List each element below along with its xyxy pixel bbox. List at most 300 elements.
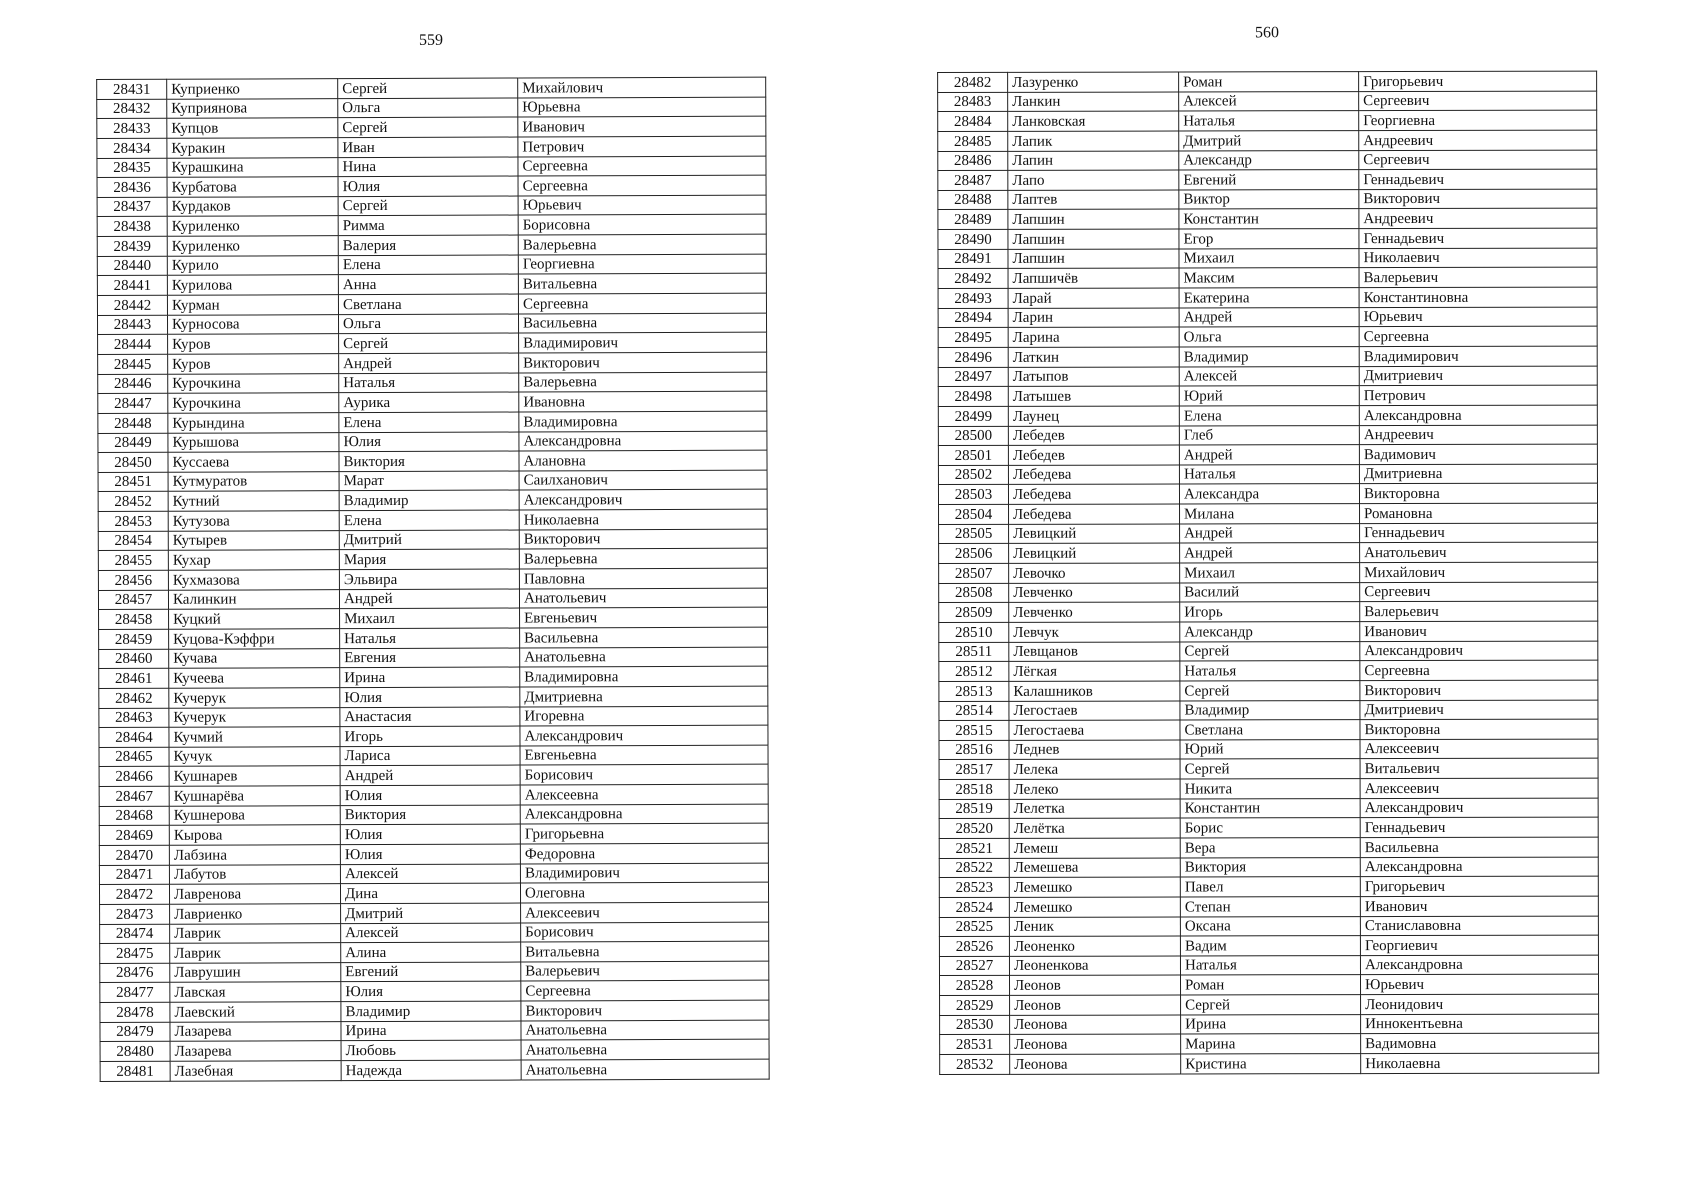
table-row (97, 116, 766, 138)
last-name-cell: Лелеко (1009, 779, 1180, 799)
first-name-cell: Виктор (1179, 189, 1359, 209)
first-name-cell: Алексей (1179, 91, 1359, 111)
first-name-cell: Марат (339, 471, 519, 491)
record-number-cell: 28452 (98, 492, 168, 512)
record-number-cell: 28503 (938, 485, 1008, 505)
patronymic-cell: Сергеевна (518, 156, 766, 177)
patronymic-cell: Юрьевич (1359, 307, 1597, 327)
table-row (939, 759, 1598, 780)
record-number-cell: 28467 (99, 786, 169, 806)
first-name-cell: Дмитрий (341, 903, 521, 923)
record-number-cell: 28462 (99, 688, 169, 708)
record-number-cell: 28461 (99, 668, 169, 688)
table-row (939, 955, 1598, 976)
record-number-cell: 28493 (938, 288, 1008, 308)
patronymic-cell: Георгиевич (1360, 935, 1598, 955)
record-number-cell: 28457 (98, 590, 168, 610)
table-row (939, 719, 1598, 740)
patronymic-cell: Дмитриевна (1359, 464, 1597, 484)
record-number-cell: 28487 (938, 171, 1008, 191)
first-name-cell: Константин (1179, 209, 1359, 229)
record-number-cell: 28456 (98, 570, 168, 590)
patronymic-cell: Сергеевич (1359, 91, 1597, 111)
table-row (97, 313, 766, 335)
last-name-cell: Курашкина (167, 157, 338, 177)
table-row (99, 882, 768, 904)
first-name-cell: Наталья (1179, 464, 1359, 484)
last-name-cell: Кучук (169, 746, 340, 766)
last-name-cell: Лапшин (1008, 209, 1179, 229)
patronymic-cell: Витальевна (521, 941, 769, 962)
last-name-cell: Куссаева (168, 452, 339, 472)
table-row (98, 391, 767, 413)
first-name-cell: Павел (1180, 877, 1360, 897)
table-row (940, 1053, 1599, 1074)
patronymic-cell: Юрьевич (1360, 975, 1598, 995)
last-name-cell: Лелетка (1009, 799, 1180, 819)
first-name-cell: Алексей (340, 864, 520, 884)
patronymic-cell: Борисовна (518, 215, 766, 236)
last-name-cell: Курило (167, 255, 338, 275)
record-number-cell: 28451 (98, 472, 168, 492)
record-number-cell: 28441 (97, 276, 167, 296)
first-name-cell: Ольга (338, 98, 518, 118)
first-name-cell: Михаил (1179, 248, 1359, 268)
table-row (938, 71, 1597, 92)
first-name-cell: Наталья (1180, 955, 1360, 975)
record-number-cell: 28433 (97, 119, 167, 139)
last-name-cell: Лебедева (1008, 465, 1179, 485)
first-name-cell: Анна (338, 274, 518, 294)
record-number-cell: 28474 (100, 924, 170, 944)
patronymic-cell: Валерьевна (518, 234, 766, 255)
record-number-cell: 28446 (98, 374, 168, 394)
last-name-cell: Лаптев (1008, 190, 1179, 210)
last-name-cell: Кучерук (169, 688, 340, 708)
patronymic-cell: Иванович (1360, 621, 1598, 641)
table-row (97, 136, 766, 158)
first-name-cell: Светлана (338, 294, 518, 314)
last-name-cell: Куцкий (169, 609, 340, 629)
patronymic-cell: Николаевна (1361, 1053, 1599, 1073)
patronymic-cell: Алексеевич (1360, 739, 1598, 759)
last-name-cell: Латышев (1008, 386, 1179, 406)
record-number-cell: 28443 (97, 315, 167, 335)
record-number-cell: 28453 (98, 511, 168, 531)
last-name-cell: Куров (168, 354, 339, 374)
record-number-cell: 28485 (938, 131, 1008, 151)
record-number-cell: 28490 (938, 229, 1008, 249)
first-name-cell: Сергей (338, 78, 518, 98)
table-row (939, 542, 1598, 563)
first-name-cell: Алина (341, 942, 521, 962)
first-name-cell: Эльвира (339, 569, 519, 589)
record-number-cell: 28472 (99, 885, 169, 905)
table-row (939, 935, 1598, 956)
table-row (99, 686, 768, 708)
patronymic-cell: Анатольевич (1360, 542, 1598, 562)
first-name-cell: Степан (1180, 897, 1360, 917)
first-name-cell: Евгения (340, 648, 520, 668)
record-number-cell: 28465 (99, 747, 169, 767)
patronymic-cell: Михайлович (518, 77, 766, 98)
first-name-cell: Василий (1180, 582, 1360, 602)
record-number-cell: 28438 (97, 217, 167, 237)
table-row (99, 784, 768, 806)
last-name-cell: Лелека (1009, 759, 1180, 779)
last-name-cell: Лапшичёв (1008, 268, 1179, 288)
last-name-cell: Курносова (167, 314, 338, 334)
record-number-cell: 28532 (940, 1054, 1010, 1074)
table-row (938, 130, 1597, 151)
record-number-cell: 28432 (97, 99, 167, 119)
last-name-cell: Лабутов (169, 864, 340, 884)
first-name-cell: Анастасия (340, 707, 520, 727)
table-row (98, 332, 767, 354)
patronymic-cell: Иванович (1360, 896, 1598, 916)
record-number-cell: 28494 (938, 308, 1008, 328)
first-name-cell: Евгений (1179, 170, 1359, 190)
first-name-cell: Екатерина (1179, 288, 1359, 308)
last-name-cell: Кутний (168, 491, 339, 511)
record-number-cell: 28512 (939, 662, 1009, 682)
first-name-cell: Елена (339, 510, 519, 530)
record-number-cell: 28501 (938, 446, 1008, 466)
table-row (938, 110, 1597, 131)
first-name-cell: Нина (338, 157, 518, 177)
last-name-cell: Ларина (1008, 327, 1179, 347)
patronymic-cell: Сергеевна (1359, 326, 1597, 346)
table-row (939, 582, 1598, 603)
record-number-cell: 28527 (939, 956, 1009, 976)
last-name-cell: Ланкин (1008, 92, 1179, 112)
last-name-cell: Лапо (1008, 170, 1179, 190)
first-name-cell: Сергей (339, 333, 519, 353)
record-number-cell: 28444 (98, 335, 168, 355)
patronymic-cell: Станиславовна (1360, 916, 1598, 936)
table-row (939, 975, 1598, 996)
right-page (937, 21, 1599, 1075)
patronymic-cell: Валерьевич (1359, 268, 1597, 288)
first-name-cell: Владимир (341, 1001, 521, 1021)
table-row (98, 588, 767, 610)
record-number-cell: 28489 (938, 210, 1008, 230)
patronymic-cell: Владимирович (520, 863, 768, 884)
first-name-cell: Александр (1180, 622, 1360, 642)
first-name-cell: Вера (1180, 838, 1360, 858)
last-name-cell: Куриленко (167, 236, 338, 256)
table-row (99, 765, 768, 787)
table-row (97, 156, 766, 178)
record-number-cell: 28460 (99, 649, 169, 669)
record-number-cell: 28447 (98, 394, 168, 414)
first-name-cell: Ирина (1181, 1014, 1361, 1034)
patronymic-cell: Константиновна (1359, 287, 1597, 307)
first-name-cell: Владимир (1180, 700, 1360, 720)
first-name-cell: Сергей (338, 196, 518, 216)
patronymic-cell: Викторовна (1359, 484, 1597, 504)
last-name-cell: Кутмуратов (168, 471, 339, 491)
patronymic-cell: Алексеевич (521, 902, 769, 923)
record-number-cell: 28497 (938, 367, 1008, 387)
first-name-cell: Оксана (1180, 916, 1360, 936)
patronymic-cell: Петрович (1359, 385, 1597, 405)
last-name-cell: Кутырев (168, 530, 339, 550)
patronymic-cell: Анатольевна (521, 1040, 769, 1061)
table-row (938, 91, 1597, 112)
first-name-cell: Андрей (339, 353, 519, 373)
first-name-cell: Роман (1180, 975, 1360, 995)
last-name-cell: Леонов (1009, 975, 1180, 995)
table-row (938, 169, 1597, 190)
table-row (100, 981, 769, 1003)
record-number-cell: 28518 (939, 779, 1009, 799)
last-name-cell: Лемешева (1009, 858, 1180, 878)
first-name-cell: Лариса (340, 746, 520, 766)
table-row (100, 1000, 769, 1022)
table-row (99, 607, 768, 629)
last-name-cell: Ланковская (1008, 111, 1179, 131)
record-number-cell: 28508 (939, 583, 1009, 603)
table-row (938, 287, 1597, 308)
first-name-cell: Константин (1180, 798, 1360, 818)
first-name-cell: Дина (340, 883, 520, 903)
record-number-cell: 28504 (939, 504, 1009, 524)
first-name-cell: Наталья (1179, 111, 1359, 131)
record-number-cell: 28515 (939, 720, 1009, 740)
last-name-cell: Левицкий (1009, 524, 1180, 544)
last-name-cell: Леоненко (1009, 936, 1180, 956)
table-row (938, 464, 1597, 485)
record-number-cell: 28525 (939, 917, 1009, 937)
first-name-cell: Юлия (340, 844, 520, 864)
record-number-cell: 28455 (98, 551, 168, 571)
patronymic-cell: Валерьевич (521, 961, 769, 982)
record-number-cell: 28458 (99, 610, 169, 630)
last-name-cell: Ларай (1008, 288, 1179, 308)
table-row (100, 1040, 769, 1062)
table-row (97, 195, 766, 217)
record-number-cell: 28468 (99, 806, 169, 826)
record-number-cell: 28522 (939, 858, 1009, 878)
patronymic-cell: Георгиевна (1359, 110, 1597, 130)
table-row (98, 372, 767, 394)
record-number-cell: 28486 (938, 151, 1008, 171)
table-row (938, 307, 1597, 328)
table-row (99, 627, 768, 649)
patronymic-cell: Юрьевич (518, 195, 766, 216)
table-row (98, 549, 767, 571)
last-name-cell: Леонова (1010, 1015, 1181, 1035)
last-name-cell: Левчук (1009, 622, 1180, 642)
patronymic-cell: Олеговна (520, 882, 768, 903)
patronymic-cell: Алексеевна (520, 784, 768, 805)
patronymic-cell: Сергеевич (1360, 582, 1598, 602)
table-row (938, 150, 1597, 171)
first-name-cell: Юлия (340, 824, 520, 844)
record-number-cell: 28454 (98, 531, 168, 551)
first-name-cell: Ольга (338, 314, 518, 334)
patronymic-cell: Васильевна (520, 627, 768, 648)
record-number-cell: 28516 (939, 740, 1009, 760)
table-row (99, 666, 768, 688)
last-name-cell: Лемешко (1009, 897, 1180, 917)
last-name-cell: Куракин (167, 138, 338, 158)
record-number-cell: 28463 (99, 708, 169, 728)
first-name-cell: Игорь (1180, 602, 1360, 622)
last-name-cell: Кушнарев (169, 766, 340, 786)
last-name-cell: Купцов (167, 118, 338, 138)
record-number-cell: 28470 (99, 845, 169, 865)
first-name-cell: Юрий (1180, 739, 1360, 759)
last-name-cell: Лелётка (1009, 818, 1180, 838)
table-row (97, 215, 766, 237)
first-name-cell: Глеб (1179, 425, 1359, 445)
last-name-cell: Курбатова (167, 177, 338, 197)
last-name-cell: Левочко (1009, 563, 1180, 583)
table-row (100, 1020, 769, 1042)
table-row (98, 529, 767, 551)
last-name-cell: Кучеева (169, 668, 340, 688)
last-name-cell: Леднев (1009, 740, 1180, 760)
patronymic-cell: Георгиевна (518, 254, 766, 275)
table-row (97, 293, 766, 315)
last-name-cell: Леник (1009, 917, 1180, 937)
patronymic-cell: Сергеевич (1359, 150, 1597, 170)
record-number-cell: 28492 (938, 269, 1008, 289)
record-number-cell: 28434 (97, 138, 167, 158)
record-number-cell: 28509 (939, 603, 1009, 623)
record-number-cell: 28478 (100, 1002, 170, 1022)
record-number-cell: 28500 (938, 426, 1008, 446)
table-row (939, 503, 1598, 524)
last-name-cell: Лемешко (1009, 877, 1180, 897)
last-name-cell: Лебедева (1009, 504, 1180, 524)
table-row (99, 647, 768, 669)
last-name-cell: Латыпов (1008, 367, 1179, 387)
first-name-cell: Сергей (338, 117, 518, 137)
patronymic-cell: Геннадьевич (1360, 817, 1598, 837)
table-row (98, 509, 767, 531)
patronymic-cell: Александрович (519, 490, 767, 511)
first-name-cell: Валерия (338, 235, 518, 255)
patronymic-cell: Александрович (520, 725, 768, 746)
patronymic-cell: Борисович (520, 765, 768, 786)
patronymic-cell: Леонидович (1361, 994, 1599, 1014)
patronymic-cell: Саилханович (519, 470, 767, 491)
patronymic-cell: Владимировна (520, 666, 768, 687)
patronymic-cell: Геннадьевич (1359, 169, 1597, 189)
patronymic-cell: Владимировна (519, 411, 767, 432)
last-name-cell: Лебедева (1008, 484, 1179, 504)
patronymic-cell: Андреевич (1359, 130, 1597, 150)
last-name-cell: Кырова (169, 825, 340, 845)
patronymic-cell: Викторович (521, 1000, 769, 1021)
table-row (100, 922, 769, 944)
table-row (97, 254, 766, 276)
table-row (100, 961, 769, 983)
table-row (938, 425, 1597, 446)
first-name-cell: Светлана (1180, 720, 1360, 740)
first-name-cell: Ирина (341, 1021, 521, 1041)
last-name-cell: Куцова-Кэффри (169, 629, 340, 649)
patronymic-cell: Александрович (1360, 641, 1598, 661)
first-name-cell: Евгений (341, 962, 521, 982)
table-row (938, 228, 1597, 249)
last-name-cell: Куров (168, 334, 339, 354)
patronymic-cell: Александровна (520, 804, 768, 825)
record-number-cell: 28476 (100, 963, 170, 983)
page-number: 560 (1255, 24, 1280, 42)
patronymic-cell: Викторович (519, 529, 767, 550)
record-number-cell: 28448 (98, 413, 168, 433)
last-name-cell: Лёгкая (1009, 661, 1180, 681)
patronymic-cell: Николаевич (1359, 248, 1597, 268)
first-name-cell: Виктория (340, 805, 520, 825)
first-name-cell: Сергей (1180, 641, 1360, 661)
patronymic-cell: Сергеевна (521, 981, 769, 1002)
record-number-cell: 28499 (938, 406, 1008, 426)
patronymic-cell: Игоревна (520, 706, 768, 727)
first-name-cell: Наталья (340, 628, 520, 648)
last-name-cell: Калинкин (168, 589, 339, 609)
record-number-cell: 28530 (940, 1015, 1010, 1035)
table-row (939, 562, 1598, 583)
record-number-cell: 28519 (939, 799, 1009, 819)
page-number: 559 (419, 31, 444, 49)
last-name-cell: Лаврик (170, 943, 341, 963)
first-name-cell: Милана (1180, 504, 1360, 524)
patronymic-cell: Анатольевна (521, 1020, 769, 1041)
record-number-cell: 28442 (97, 295, 167, 315)
record-number-cell: 28440 (97, 256, 167, 276)
record-number-cell: 28526 (939, 937, 1009, 957)
record-number-cell: 28479 (100, 1022, 170, 1042)
record-number-cell: 28471 (99, 865, 169, 885)
record-number-cell: 28473 (100, 904, 170, 924)
last-name-cell: Лазарева (170, 1021, 341, 1041)
patronymic-cell: Валерьевна (519, 372, 767, 393)
first-name-cell: Сергей (1180, 680, 1360, 700)
table-row (938, 189, 1597, 210)
first-name-cell: Максим (1179, 268, 1359, 288)
last-name-cell: Лавриенко (170, 904, 341, 924)
first-name-cell: Дмитрий (1179, 131, 1359, 151)
patronymic-cell: Петрович (518, 136, 766, 157)
record-number-cell: 28436 (97, 177, 167, 197)
record-number-cell: 28524 (939, 897, 1009, 917)
patronymic-cell: Дмитриевич (1359, 366, 1597, 386)
table-row (97, 175, 766, 197)
patronymic-cell: Борисович (521, 922, 769, 943)
last-name-cell: Легостаев (1009, 700, 1180, 720)
table-row (940, 994, 1599, 1015)
last-name-cell: Лемеш (1009, 838, 1180, 858)
record-number-cell: 28439 (97, 236, 167, 256)
table-row (938, 385, 1597, 406)
record-number-cell: 28431 (97, 79, 167, 99)
record-number-cell: 28464 (99, 727, 169, 747)
record-number-cell: 28528 (939, 976, 1009, 996)
first-name-cell: Наталья (1180, 661, 1360, 681)
last-name-cell: Куприянова (167, 98, 338, 118)
patronymic-cell: Сергеевна (518, 175, 766, 196)
last-name-cell: Лапшин (1008, 229, 1179, 249)
table-row (939, 837, 1598, 858)
first-name-cell: Ирина (340, 667, 520, 687)
table-row (939, 601, 1598, 622)
record-number-cell: 28513 (939, 681, 1009, 701)
